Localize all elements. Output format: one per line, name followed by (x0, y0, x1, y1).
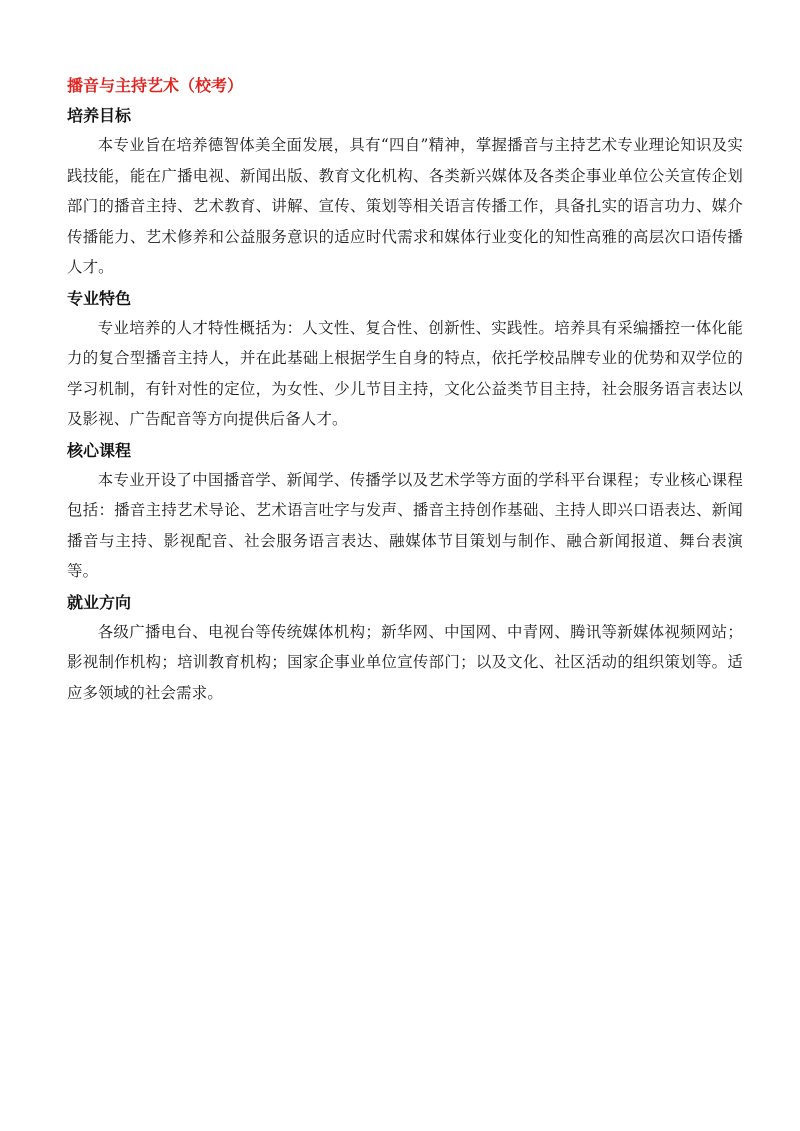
section-heading-training-goals: 培养目标 (67, 106, 132, 125)
section-body-employment: 各级广播电台、电视台等传统媒体机构；新华网、中国网、中青网、腾讯等新媒体视频网站；影视制作机构；培训教育机构；国家企事业单位宣传部门；以及文化、社区活动的组织策划等。适应多领域的社会需求。 (67, 622, 743, 702)
section-body-training-goals: 本专业旨在培养德智体美全面发展，具有“四自”精神，掌握播音与主持艺术专业理论知识及实践技能，能在广播电视、新闻出版、教育文化机构、各类新兴媒体及各类企事业单位公关宣传企划部门的播音主持、艺术教育、讲解、宣传、策划等相关语言传播工作，具备扎实的语言功力、媒介传播能力、艺术修养和公益服务意识的适应时代需求和媒体行业变化的知性高雅的高层次口语传播人才。 (67, 136, 743, 276)
section-heading-employment: 就业方向 (67, 592, 132, 612)
section-training-goals (67, 102, 743, 283)
section-body-features: 专业培养的人才特性概括为：人文性、复合性、创新性、实践性。培养具有采编播控一体化能力的复合型播音主持人，并在此基础上根据学生自身的特点，依托学校品牌专业的优势和双学位的学习机制，有针对性的定位，为女性、少儿节目主持，文化公益类节目主持，社会服务语言表达以及影视、广告配音等方向提供后备人才。 (67, 318, 743, 428)
section-core-courses (67, 437, 743, 587)
section-heading-features: 专业特色 (67, 288, 132, 308)
document-page (67, 72, 743, 708)
document-title: 播音与主持艺术（校考） (67, 76, 244, 95)
section-features (67, 285, 743, 435)
section-employment (67, 589, 743, 709)
section-body-core-courses: 本专业开设了中国播音学、新闻学、传播学以及艺术学等方面的学科平台课程；专业核心课程包括：播音主持艺术导论、艺术语言吐字与发声、播音主持创作基础、主持人即兴口语表达、新闻播音与主持、影视配音、社会服务语言表达、融媒体节目策划与制作、融合新闻报道、舞台表演等。 (67, 470, 743, 580)
section-heading-core-courses: 核心课程 (67, 440, 132, 460)
